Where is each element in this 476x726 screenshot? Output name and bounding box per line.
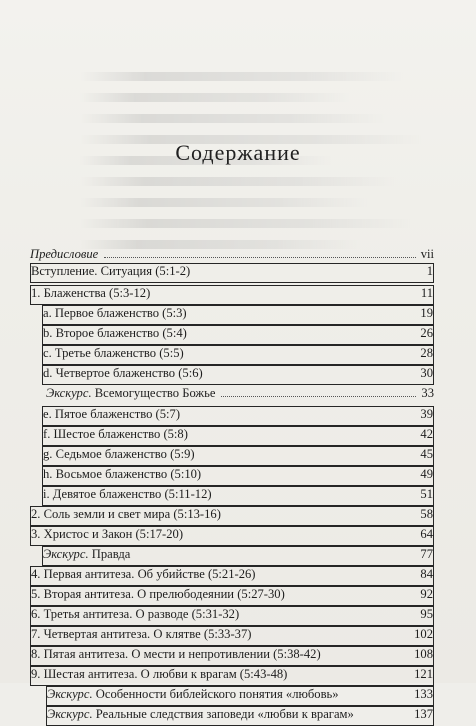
toc-entry-title-text: b. Второе блаженство (5:4) <box>43 326 187 340</box>
toc-entry-title <box>31 667 290 682</box>
toc-entry-leader <box>221 396 416 397</box>
toc-entry-title <box>47 687 342 702</box>
toc-entry-page: 39 <box>420 407 433 421</box>
toc-entry <box>30 566 434 586</box>
toc-entry <box>42 406 434 426</box>
toc-entry-title-text: e. Пятое блаженство (5:7) <box>43 407 181 421</box>
toc-entry <box>46 386 434 406</box>
toc-entry-title <box>43 346 187 361</box>
toc-entry-title <box>43 467 204 482</box>
toc-entry-title-italic: Экскурс. <box>46 386 92 400</box>
toc-entry-title <box>46 386 218 401</box>
toc-entry <box>42 345 434 365</box>
toc-entry-title <box>31 507 224 522</box>
toc-entry-title-text: Всемогущество Божье <box>91 386 216 400</box>
toc-entry-page: 95 <box>420 607 433 621</box>
toc-entry-page: 30 <box>420 366 433 380</box>
toc-entry-page: 45 <box>420 447 433 461</box>
toc-entry-title-text: Особенности библейского понятия «любовь» <box>92 687 339 701</box>
toc-entry-title-italic: Экскурс. <box>47 687 93 701</box>
toc-entry-title <box>31 264 193 279</box>
toc-entry-page: 121 <box>414 667 433 681</box>
toc-entry <box>42 305 434 325</box>
toc-entry-title-text: 4. Первая антитеза. Об убийстве (5:21-26) <box>31 567 256 581</box>
toc-entry <box>30 666 434 686</box>
toc-entry-page: 58 <box>420 507 433 521</box>
toc-entry <box>42 325 434 345</box>
toc-entry-title <box>47 707 357 722</box>
toc-entry-page: 92 <box>420 587 433 601</box>
toc-entry-page: 51 <box>420 487 433 501</box>
toc-entry <box>46 706 434 726</box>
toc-entry-page: 1 <box>426 264 433 278</box>
toc-entry-page: vii <box>420 247 434 261</box>
toc-entry-page: 42 <box>420 427 433 441</box>
toc-entry-title-text: h. Восьмое блаженство (5:10) <box>43 467 202 481</box>
toc-entry <box>42 546 434 566</box>
toc-entry-title-text: 5. Вторая антитеза. О прелюбодеянии (5:27-30) <box>31 587 285 601</box>
toc-entry-title <box>43 447 198 462</box>
toc-entry-page: 28 <box>420 346 433 360</box>
toc-entry-page: 77 <box>420 547 433 561</box>
toc-entry-title-text: c. Третье блаженство (5:5) <box>43 346 184 360</box>
toc-entry <box>30 646 434 666</box>
toc-entry-page: 49 <box>420 467 433 481</box>
toc-entry-page: 133 <box>414 687 433 701</box>
toc-entry-page: 19 <box>420 306 433 320</box>
toc-entry-title-text: g. Седьмое блаженство (5:9) <box>43 447 195 461</box>
toc-entry-page: 102 <box>414 627 433 641</box>
toc-entry-title-italic: Экскурс. <box>43 547 89 561</box>
toc-entry-title-text: 6. Третья антитеза. О разводе (5:31-32) <box>31 607 240 621</box>
toc-entry <box>46 686 434 706</box>
toc-entry <box>30 526 434 546</box>
toc-entry <box>42 426 434 446</box>
toc-entry-page: 11 <box>420 286 433 300</box>
toc-entry-page: 33 <box>421 386 434 400</box>
toc-entry <box>42 466 434 486</box>
toc-entry-title-text: i. Девятое блаженство (5:11-12) <box>43 487 212 501</box>
toc-entry-title <box>31 607 242 622</box>
toc-entry-title <box>31 587 288 602</box>
toc-entry-title <box>30 247 101 262</box>
toc-entry-title-text: 9. Шестая антитеза. О любви к врагам (5:43-48) <box>31 667 288 681</box>
toc-entry-title-text: Вступление. Ситуация (5:1-2) <box>31 264 191 278</box>
toc-entry-title-text: 1. Блаженства (5:3-12) <box>31 286 151 300</box>
toc-entry-title <box>43 306 190 321</box>
toc-entry-title-text: 3. Христос и Закон (5:17-20) <box>31 527 184 541</box>
toc-entry <box>42 446 434 466</box>
toc-entry-title-text: d. Четвертое блаженство (5:6) <box>43 366 203 380</box>
toc-entry-title-text: f. Шестое блаженство (5:8) <box>43 427 188 441</box>
toc-entry-page: 64 <box>420 527 433 541</box>
toc-entry-page: 84 <box>420 567 433 581</box>
toc-entry-title <box>31 627 254 642</box>
toc-entry <box>42 365 434 385</box>
toc-entry-title-text: a. Первое блаженство (5:3) <box>43 306 187 320</box>
toc-entry-page: 108 <box>414 647 433 661</box>
toc-entry <box>30 285 434 305</box>
toc-entry-title <box>43 326 190 341</box>
toc-entry <box>30 606 434 626</box>
page-heading: Содержание <box>175 140 301 165</box>
toc-entry-title-italic: Предисловие <box>30 247 99 261</box>
toc-entry-page: 137 <box>414 707 433 721</box>
toc-entry-title-text: 8. Пятая антитеза. О мести и непротивлении (5:38-42) <box>31 647 321 661</box>
toc-entry-title <box>31 527 186 542</box>
toc-entry-page: 26 <box>420 326 433 340</box>
toc-entry <box>30 586 434 606</box>
toc-entry-title-italic: Экскурс. <box>47 707 93 721</box>
toc-entry-title <box>31 647 324 662</box>
toc-entry-title <box>43 427 191 442</box>
toc-entry-title <box>43 407 183 422</box>
toc-entry-title <box>31 567 259 582</box>
toc-entry <box>30 626 434 646</box>
toc-entry-title <box>43 547 133 562</box>
toc-entry-title-text: Реальные следствия заповеди «любви к врагам» <box>92 707 354 721</box>
toc-entry-title <box>43 366 206 381</box>
toc-entry <box>30 263 434 283</box>
toc-entry-title <box>31 286 153 301</box>
toc-entry-title <box>43 487 215 502</box>
toc-entry-title-text: Правда <box>88 547 131 561</box>
toc-entry-title-text: 7. Четвертая антитеза. О клятве (5:33-37) <box>31 627 252 641</box>
toc-entry <box>30 506 434 526</box>
toc-entry-leader <box>104 257 415 258</box>
toc-entry <box>42 486 434 506</box>
toc-entry-title-text: 2. Соль земли и свет мира (5:13-16) <box>31 507 221 521</box>
